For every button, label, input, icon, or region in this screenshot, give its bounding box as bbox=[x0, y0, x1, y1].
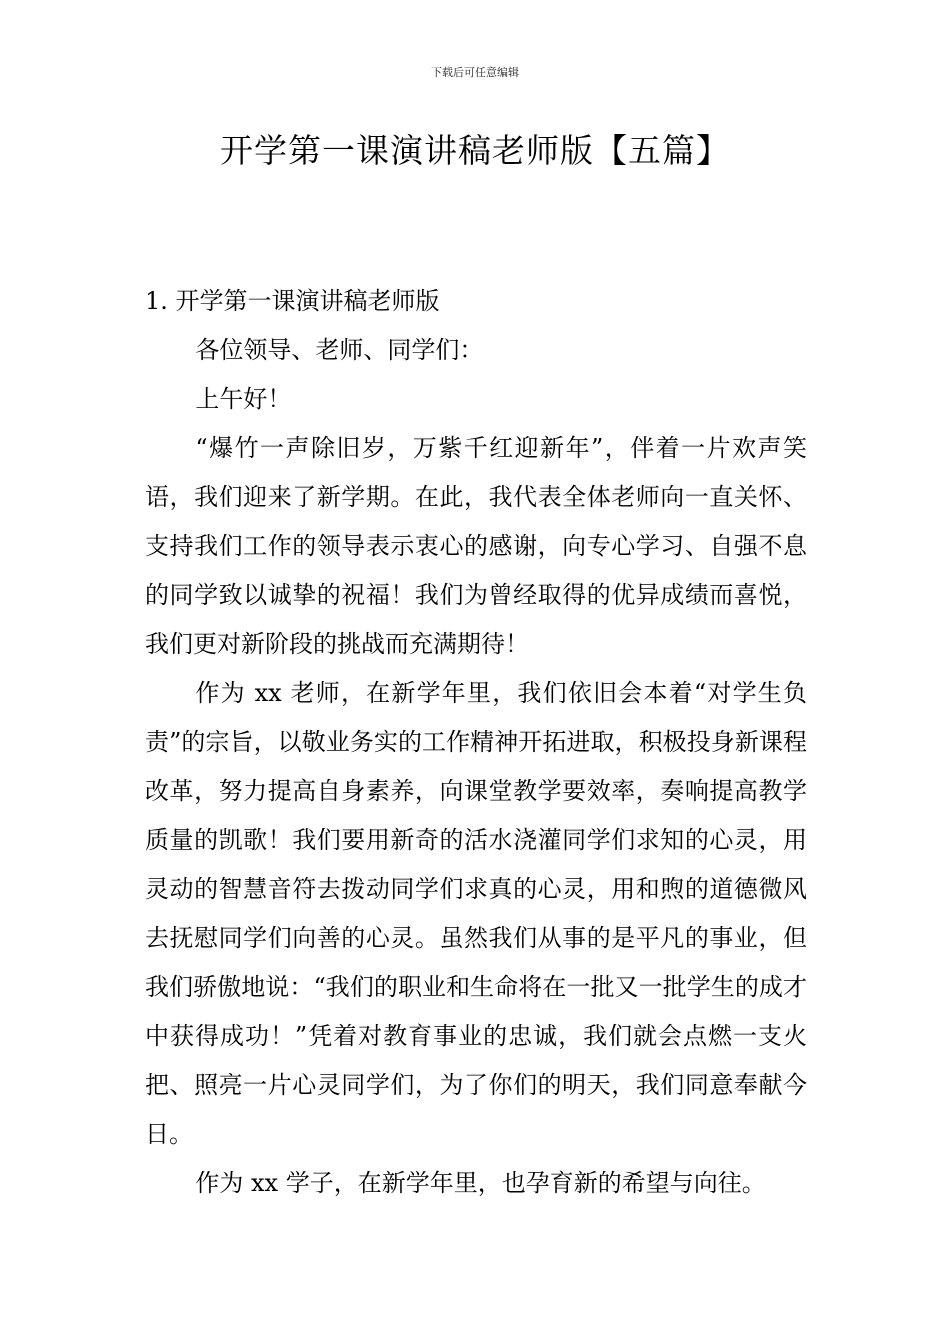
greeting-paragraph: 上午好！ bbox=[195, 385, 292, 413]
body-paragraph: “爆竹一声除旧岁，万紫千红迎新年”，伴着一片欢声笑语，我们迎来了新学期。在此，我代表全体老师向一直关怀、支持我们工作的领导表示衷心的感谢，向专心学习、自强不息的同学致以诚挚的祝福！我们为曾经取得的优异成绩而喜悦，我们更对新阶段的挑战而充满期待！ bbox=[145, 434, 807, 658]
document-title: 开学第一课演讲稿老师版【五篇】 bbox=[220, 131, 730, 170]
salutation-paragraph: 各位领导、老师、同学们： bbox=[195, 336, 484, 364]
body-paragraph: 作为 xx 老师，在新学年里，我们依旧会本着“对学生负责”的宗旨，以敬业务实的工作精神开拓进取，积极投身新课程改革，努力提高自身素养，向课堂教学要效率，奏响提高教学质量的凯歌！我们要用新奇的活水浇灌同学们求知的心灵，用灵动的智慧音符去拨动同学们求真的心灵，用和煦的道德微风去抚慰同学们向善的心灵。虽然我们从事的是平凡的事业，但我们骄傲地说：“我们的职业和生命将在一批又一批学生的成才中获得成功！”凭着对教育事业的忠诚，我们就会点燃一支火把、照亮一片心灵同学们，为了你们的明天，我们同意奉献今日。 bbox=[145, 679, 807, 1148]
document-body bbox=[145, 277, 807, 1208]
header-note: 下载后可任意编辑 bbox=[431, 66, 519, 79]
body-paragraph: 作为 xx 学子，在新学年里，也孕育新的希望与向往。 bbox=[195, 1169, 766, 1197]
section-heading: 1. 开学第一课演讲稿老师版 bbox=[145, 287, 440, 315]
